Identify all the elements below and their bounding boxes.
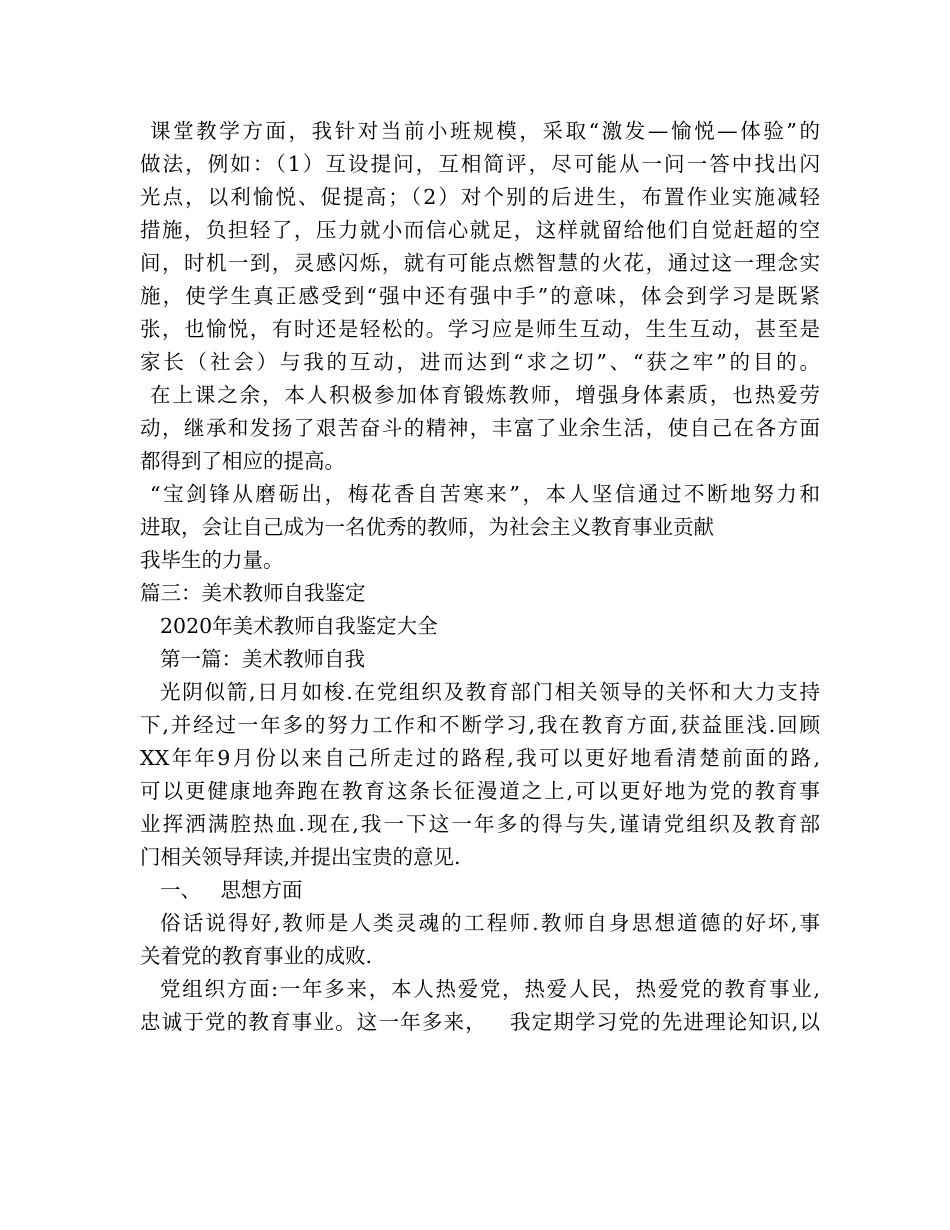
text-line: 间，时机一到，灵感闪烁，就有可能点燃智慧的火花，通过这一理念实 xyxy=(140,251,820,275)
text-line: 党组织方面:一年多来，本人热爱党，热爱人民，热爱党的教育事业, xyxy=(160,977,820,1001)
text-line: 张，也愉悦，有时还是轻松的。学习应是师生互动，生生互动，甚至是 xyxy=(140,317,820,341)
text-line: 措施，负担轻了，压力就小而信心就足，这样就留给他们自觉赶超的空 xyxy=(140,218,820,242)
text-line: 我毕生的力量。 xyxy=(140,548,284,572)
text-line: 可以更健康地奔跑在教育这条长征漫道之上,可以更好地为党的教育事 xyxy=(140,779,820,803)
text-line: 业挥洒满腔热血.现在,我一下这一年多的得与失,谨请党组织及教育部 xyxy=(140,812,820,836)
text-line: 光点，以利愉悦、促提高；（2）对个别的后进生，布置作业实施减轻 xyxy=(140,185,820,209)
subsection-heading: 一、 思想方面 xyxy=(160,878,303,902)
text-line: 下,并经过一年多的努力工作和不断学习,我在教育方面,获益匪浅.回顾 xyxy=(140,713,820,737)
text-line: 忠诚于党的教育事业。这一年多来， 我定期学习党的先进理论知识,以 xyxy=(140,1010,820,1034)
text-line: 都得到了相应的提高。 xyxy=(140,449,345,473)
text-line: 动，继承和发扬了艰苦奋斗的精神，丰富了业余生活，使自己在各方面 xyxy=(140,416,820,440)
text-line: 光阴似箭,日月如梭.在党组织及教育部门相关领导的关怀和大力支持 xyxy=(160,680,820,704)
text-line: 做法，例如：（1）互设提问，互相简评，尽可能从一问一答中找出闪 xyxy=(140,152,820,176)
text-line: 进取，会让自己成为一名优秀的教师，为社会主义教育事业贡献 xyxy=(140,515,714,539)
text-line: 关着党的教育事业的成败. xyxy=(140,944,373,968)
chapter-heading: 第一篇：美术教师自我 xyxy=(160,647,365,671)
text-line: 门相关领导拜读,并提出宝贵的意见. xyxy=(140,845,461,869)
text-line: XX年年9月份以来自己所走过的路程,我可以更好地看清楚前面的路, xyxy=(140,746,820,770)
text-line: 在上课之余，本人积极参加体育锻炼教师，增强身体素质，也热爱劳 xyxy=(150,383,820,407)
text-line: 俗话说得好,教师是人类灵魂的工程师.教师自身思想道德的好坏,事 xyxy=(160,911,820,935)
document-title: 2020年美术教师自我鉴定大全 xyxy=(160,614,438,638)
text-line: 课堂教学方面，我针对当前小班规模，采取“激发—愉悦—体验”的 xyxy=(150,119,820,143)
text-line: “宝剑锋从磨砺出，梅花香自苦寒来”，本人坚信通过不断地努力和 xyxy=(150,482,820,506)
text-line: 家长（社会）与我的互动，进而达到“求之切”、“获之牢”的目的。 xyxy=(140,350,820,374)
section-heading: 篇三：美术教师自我鉴定 xyxy=(140,581,366,605)
text-line: 施，使学生真正感受到“强中还有强中手”的意味，体会到学习是既紧 xyxy=(140,284,820,308)
